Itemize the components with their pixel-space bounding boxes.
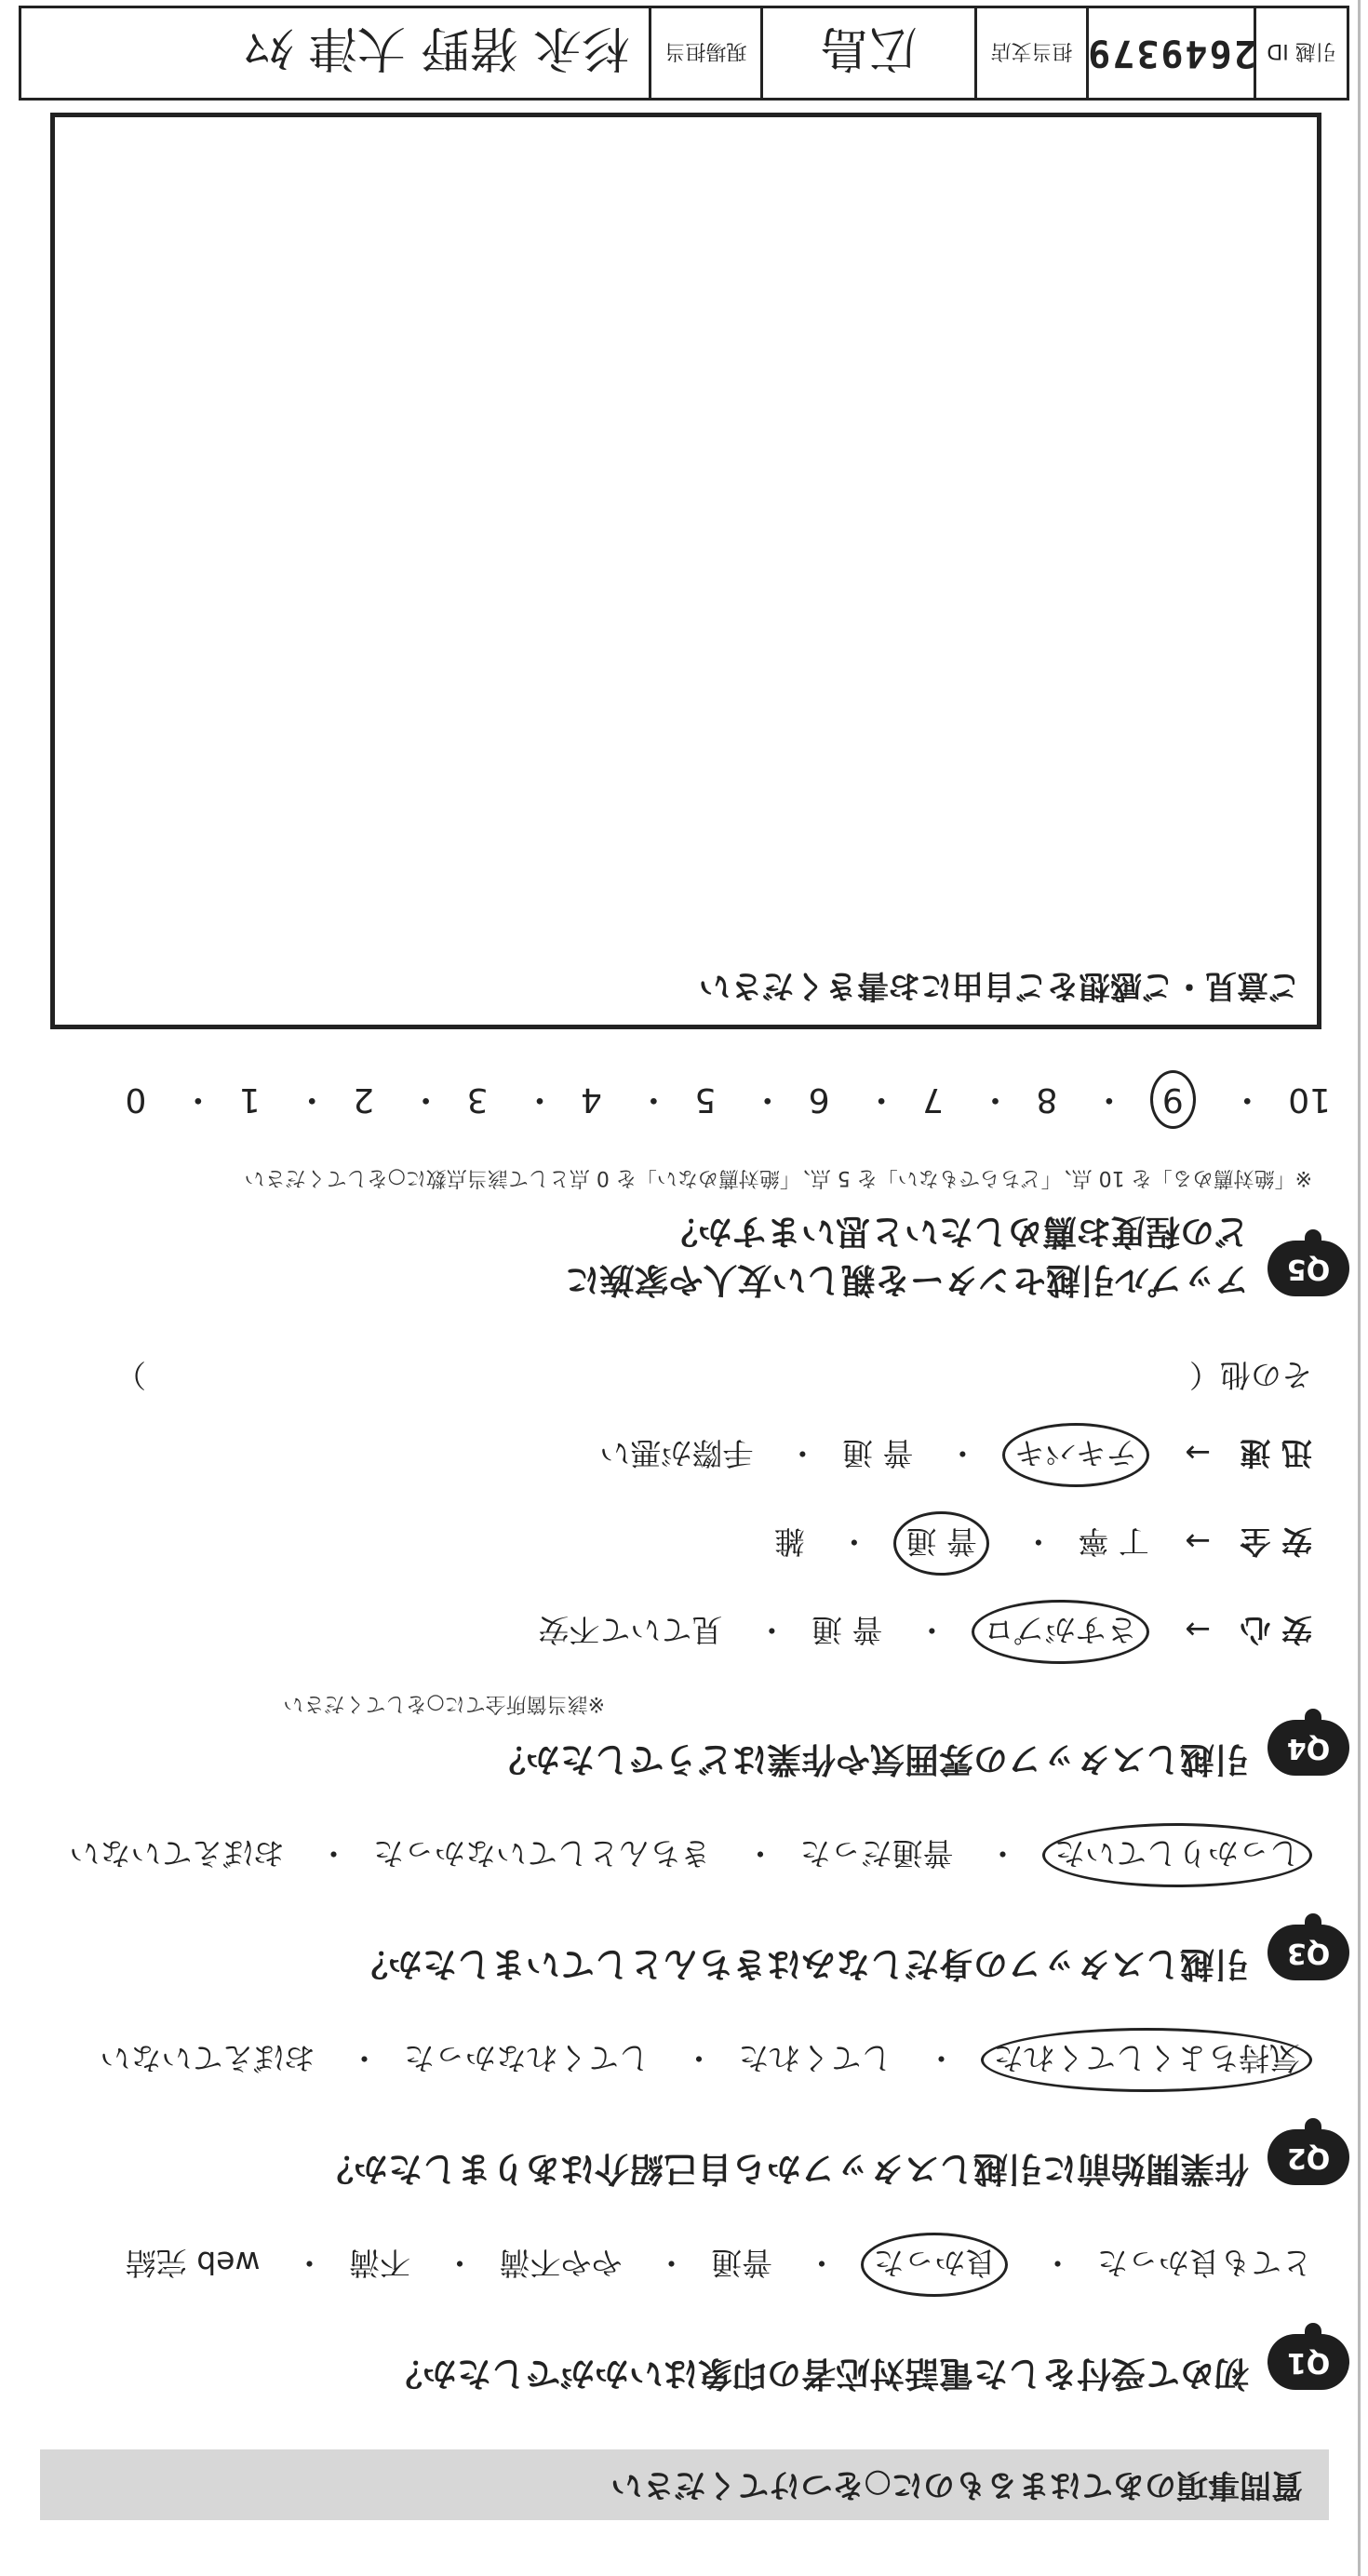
q1-text: 初めて受付をした電話対応者の印象はいかがでしたか？ — [388, 2354, 1249, 2394]
q3-option[interactable]: おぼえていない — [69, 1835, 285, 1872]
q1-option[interactable]: とても良かった — [1097, 2245, 1312, 2281]
footer-info-table — [19, 6, 1349, 101]
scale-10[interactable]: 10 — [1288, 1080, 1331, 1119]
q5-note: ※「絶対薦める」を 10 点、「どちらでもない」を 5 点、「絶対薦めない」を 0 点として該当点数に○をしてください — [244, 1166, 1312, 1189]
scale-0[interactable]: 0 — [125, 1080, 147, 1119]
q4-row-label: 迅 速 — [1240, 1435, 1312, 1471]
q1-option[interactable]: やや不満 — [499, 2245, 623, 2281]
scale-1[interactable]: 1 — [238, 1080, 261, 1119]
comments-box[interactable] — [50, 113, 1321, 1029]
q4-option[interactable]: 見ていて不安 — [538, 1612, 723, 1648]
q4-option[interactable]: 手際が悪い — [599, 1435, 754, 1471]
q3-option[interactable]: 普通だった — [799, 1835, 954, 1872]
move-id-label: 引越 ID — [1254, 8, 1347, 98]
q3-badge: Q3 — [1267, 1925, 1349, 1980]
q2-option[interactable]: おぼえていない — [100, 2040, 315, 2076]
q1-options: とても良かった・ 良かった・ 普通・ やや不満・ 不満・ web 完結 — [126, 2233, 1312, 2297]
scale-6[interactable]: 6 — [808, 1080, 830, 1119]
scale-8[interactable]: 8 — [1036, 1080, 1058, 1119]
q1-option-selected[interactable]: 良かった — [862, 2233, 1009, 2297]
q4-text: 引越しスタッフの雰囲気や作業はどうでしたか？ — [491, 1739, 1249, 1779]
q4-row-jinsoku: 迅 速→ テキパキ・ 普 通・ 手際が悪い — [599, 1423, 1312, 1487]
branch-value: 広島 — [760, 8, 974, 98]
q2-option[interactable]: してくれなかった — [404, 2040, 650, 2076]
scale-4[interactable]: 4 — [580, 1080, 602, 1119]
q3-option[interactable]: きちんとしていなかった — [373, 1835, 711, 1872]
move-id-value: 2649379 — [1086, 8, 1254, 98]
q4-row-anshin: 安 心→ さすがプロ・ 普 通・ 見ていて不安 — [538, 1600, 1312, 1664]
q4-option-selected[interactable]: 普 通 — [893, 1511, 989, 1576]
q3-options: しっかりしていた・ 普通だった・ きちんとしていなかった・ おぼえていない — [70, 1823, 1313, 1887]
q4-option[interactable]: 普 通 — [811, 1612, 883, 1648]
staff-value: 杉永 猪野 大津 ﾀﾏ — [245, 20, 630, 76]
q4-other-close: ） — [115, 1357, 146, 1393]
scale-3[interactable]: 3 — [466, 1080, 489, 1119]
q1-option[interactable]: 不満 — [349, 2245, 410, 2281]
q4-option[interactable]: 丁 寧 — [1078, 1523, 1149, 1560]
q4-other-label: その他（ — [1189, 1357, 1312, 1393]
scale-5[interactable]: 5 — [694, 1080, 717, 1119]
q1-badge: Q1 — [1267, 2334, 1349, 2390]
q2-text: 作業開始前に引越しスタッフから自己紹介はありましたか？ — [319, 2149, 1249, 2189]
scale-9-selected[interactable]: 9 — [1150, 1070, 1196, 1129]
q3-option-selected[interactable]: しっかりしていた — [1042, 1823, 1312, 1887]
q4-option-selected[interactable]: テキパキ — [1002, 1423, 1149, 1487]
scale-2[interactable]: 2 — [353, 1080, 375, 1119]
instruction-header: 質問事項のあてはまるものに○をつけてください — [40, 2449, 1329, 2520]
q5-badge: Q5 — [1267, 1241, 1349, 1296]
q2-badge: Q2 — [1267, 2129, 1349, 2185]
q4-row-label: 安 全 — [1240, 1523, 1312, 1560]
q4-row-label: 安 心 — [1240, 1612, 1312, 1648]
q4-row-anzen: 安 全→ 丁 寧・ 普 通・ 雑 — [774, 1511, 1312, 1576]
q1-option[interactable]: web 完結 — [125, 2245, 261, 2281]
staff-label: 現場担当 — [649, 8, 760, 98]
scale-7[interactable]: 7 — [922, 1080, 944, 1119]
q4-badge: Q4 — [1267, 1720, 1349, 1776]
q4-option[interactable]: 雑 — [773, 1523, 805, 1560]
scan-edge — [1358, 0, 1361, 2576]
q5-text-line1: アップル引越センターを親しい友人や家族に — [565, 1260, 1249, 1300]
q2-option-selected[interactable]: 気持ちよくしてくれた — [981, 2028, 1312, 2092]
q3-text: 引越しスタッフの身だしなみはきちんとしていましたか？ — [354, 1944, 1249, 1984]
q1-option[interactable]: 普通 — [711, 2245, 772, 2281]
branch-label: 担当支店 — [974, 8, 1086, 98]
q2-option[interactable]: してくれた — [738, 2040, 892, 2076]
q4-option-selected[interactable]: さすがプロ — [972, 1600, 1149, 1664]
q4-note: ※該当箇所全てに○をしてください — [283, 1692, 605, 1715]
q4-option[interactable]: 普 通 — [841, 1435, 914, 1471]
q4-other — [47, 1355, 1312, 1399]
comments-label: ご意見・ご感想をご自由にお書きください — [699, 967, 1300, 1004]
q5-text-line2: どの程度お薦めしたいと思いますか？ — [664, 1212, 1249, 1252]
q5-scale: 10・ 9・ 8・ 7・ 6・ 5・ 4・ 3・ 2・ 1・ 0 — [125, 1070, 1331, 1129]
q2-options: 気持ちよくしてくれた・ してくれた・ してくれなかった・ おぼえていない — [101, 2028, 1313, 2092]
